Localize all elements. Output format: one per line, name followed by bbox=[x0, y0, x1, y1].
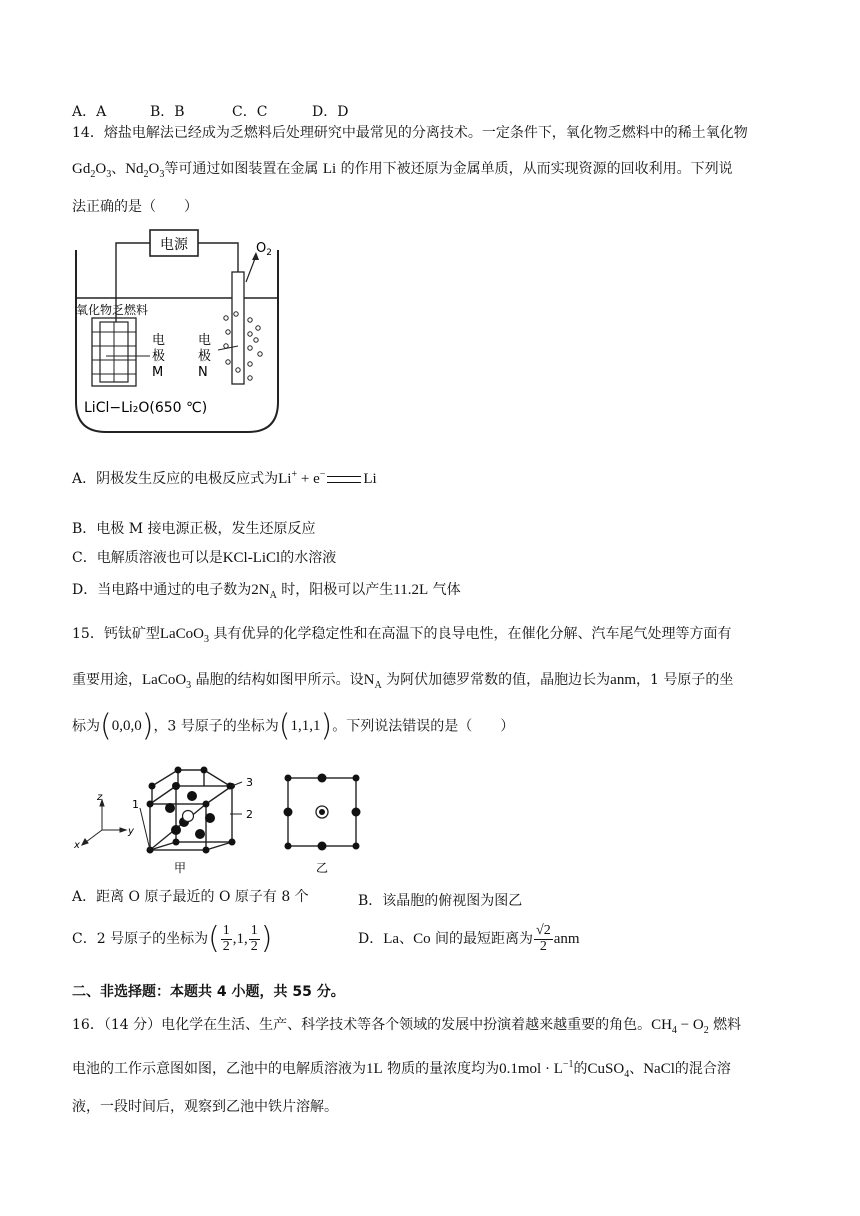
electrolyte-label: LiCl−Li₂O(650 ℃) bbox=[84, 400, 208, 416]
q15-option-a: A．距离 O 原子最近的 O 原子有 8 个 bbox=[72, 889, 309, 905]
q13-option-c: C．C bbox=[232, 104, 268, 120]
label-yi: 乙 bbox=[316, 861, 329, 875]
q14-electrolysis-figure bbox=[70, 222, 290, 440]
q14-option-b: B．电极 M 接电源正极，发生还原反应 bbox=[72, 521, 316, 537]
center-atom bbox=[183, 811, 194, 822]
q16-stem-line1: 16．（14 分）电化学在生活、生产、科学技术等各个领域的发展中扮演着越来越重要的角色。$CH_4 - O_2$ 燃料 bbox=[72, 1017, 742, 1036]
svg-text:M: M bbox=[152, 365, 164, 380]
q14-stem-line1: 14．熔盐电解法已经成为乏燃料后处理研究中最常见的分离技术。一定条件下，氧化物乏燃料中的稀土氧化物 bbox=[72, 125, 748, 141]
q14-option-c: C．电解质溶液也可以是KCl-LiCl的水溶液 bbox=[72, 550, 337, 566]
electrode-n bbox=[232, 272, 244, 384]
q15-stem-line1: 15．钙钛矿型LaCoO$_3$ 具有优异的化学稳定性和在高温下的良导电性，在催化分解、汽车尾气处理等方面有 bbox=[72, 626, 732, 645]
q13-option-d: D．D bbox=[312, 104, 349, 120]
q15-option-b: B．该晶胞的俯视图为图乙 bbox=[358, 893, 523, 909]
svg-text:极: 极 bbox=[152, 349, 166, 364]
q15-stem-line2: 重要用途，LaCoO$_3$ 晶胞的结构如图甲所示。设$N_A$ 为阿伏加德罗常数的值，晶胞边长为anm，1 号原子的坐 bbox=[72, 672, 734, 691]
svg-text:电: 电 bbox=[198, 333, 212, 348]
label-jia: 甲 bbox=[174, 861, 187, 875]
power-label: 电源 bbox=[160, 237, 188, 253]
unit-cell bbox=[150, 770, 232, 850]
axes bbox=[82, 800, 126, 845]
q14-option-d: D．当电路中通过的电子数为$2N_A$ 时，阳极可以产生11.2L 气体 bbox=[72, 582, 461, 601]
svg-text:x: x bbox=[74, 840, 80, 851]
q14-stem-line2: $Gd_2O_3$、$Nd_2O_3$等可通过如图装置在金属 Li 的作用下被还原为金属单质，从而实现资源的回收利用。下列说 bbox=[72, 161, 733, 180]
q15-crystal-figure bbox=[70, 758, 390, 878]
q15-option-d: D．La、Co 间的最短距离为 $\frac{√2}{2}$ anm bbox=[358, 923, 580, 954]
q14-option-a: A．阴极发生反应的电极反应式为Li+ + e− Li bbox=[72, 469, 377, 487]
svg-text:极: 极 bbox=[198, 349, 212, 364]
section-heading: 二、非选择题：本题共 4 小题，共 55 分。 bbox=[72, 984, 345, 1000]
wire-n bbox=[198, 243, 238, 272]
svg-text:y: y bbox=[128, 826, 134, 837]
svg-text:3: 3 bbox=[246, 776, 253, 789]
q13-option-b: B．B bbox=[150, 104, 185, 120]
q15-stem-line3: 标为(0,0,0)，3 号原子的坐标为(1,1,1)。下列说法错误的是（ ） bbox=[72, 709, 515, 744]
q15-option-c: C．2 号原子的坐标为( $\frac{1}{2}$ ,1, $\frac{1}{2}$ ) bbox=[72, 921, 273, 957]
q16-stem-line3: 液，一段时间后，观察到乙池中铁片溶解。 bbox=[72, 1099, 338, 1115]
svg-text:电: 电 bbox=[152, 333, 166, 348]
svg-text:z: z bbox=[97, 792, 103, 803]
q13-option-a: A．A bbox=[72, 104, 107, 120]
svg-text:2: 2 bbox=[246, 808, 253, 821]
svg-text:N: N bbox=[198, 365, 208, 380]
fuel-label: 氧化物乏燃料 bbox=[76, 303, 149, 317]
q14-stem-line3: 法正确的是（ ） bbox=[72, 199, 198, 215]
cube-atoms bbox=[147, 767, 236, 854]
svg-text:1: 1 bbox=[132, 798, 139, 811]
q16-stem-line2: 电池的工作示意图如图，乙池中的电解质溶液为1L 物质的量浓度均为$0.1mol \cdot L^{-1}$的CuSO$_4$、NaCl的混合溶 bbox=[72, 1059, 731, 1080]
o2-label: $O_2$ bbox=[256, 241, 272, 258]
